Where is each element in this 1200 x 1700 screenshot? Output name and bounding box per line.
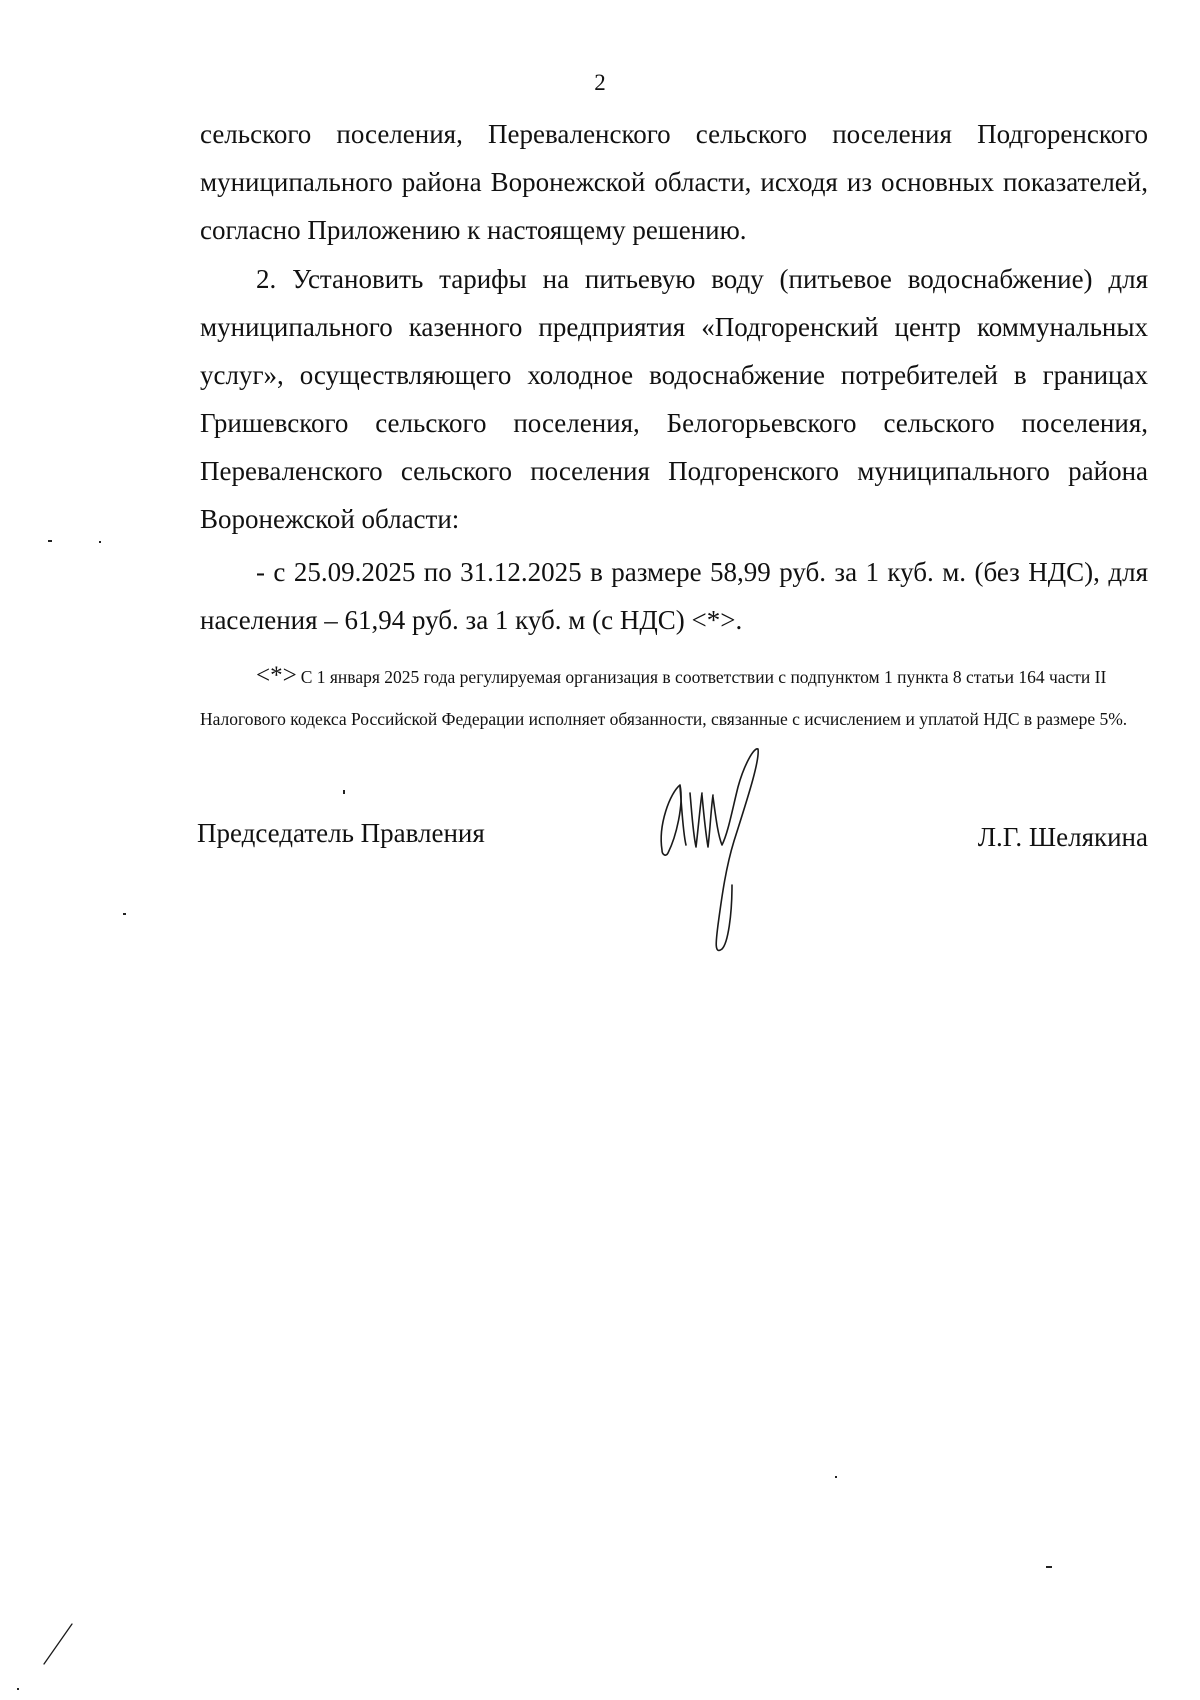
- footnote-text: С 1 января 2025 года регулируемая организация в соответствии с подпунктом 1 пункта 8 статьи 164 части II Налогового кодекса Российской Федерации исполняет обязанности, связанные с исчислением и уплатой НДС в размере 5%.: [200, 667, 1128, 729]
- scan-speck: [343, 790, 345, 794]
- scan-speck: [835, 1476, 837, 1478]
- scan-speck: [123, 913, 126, 915]
- body-paragraph-3: - с 25.09.2025 по 31.12.2025 в размере 58,99 руб. за 1 куб. м. (без НДС), для населения – 61,94 руб. за 1 куб. м (с НДС) <*>.: [200, 557, 1148, 635]
- scan-stroke: [40, 1620, 80, 1670]
- body-paragraph-1: сельского поселения, Переваленского сельского поселения Подгоренского муниципального района Воронежской области, исходя из основных показателей, согласно Приложению к настоящему решению.: [200, 119, 1148, 245]
- signatory-name: Л.Г. Шелякина: [977, 822, 1148, 852]
- footnote-marker: <*>: [256, 662, 297, 689]
- body-paragraph-2: 2. Установить тарифы на питьевую воду (питьевое водоснабжение) для муниципального казенного предприятия «Подгоренский центр коммунальных услуг», осуществляющего холодное водоснабжение потребителей в границах Гришевского сельского поселения, Белогорьевского сельского поселения, Переваленского сельского поселения Подгоренского муниципального района Воронежской области:: [200, 264, 1148, 534]
- scan-speck: [48, 540, 52, 542]
- scan-speck: [1046, 1566, 1052, 1568]
- scan-speck: [17, 1688, 19, 1690]
- signatory-title: Председатель Правления: [197, 818, 485, 848]
- scan-speck: [99, 541, 101, 543]
- handwritten-signature: [650, 745, 790, 955]
- footnote: [200, 655, 1148, 740]
- page-number: 2: [594, 70, 606, 95]
